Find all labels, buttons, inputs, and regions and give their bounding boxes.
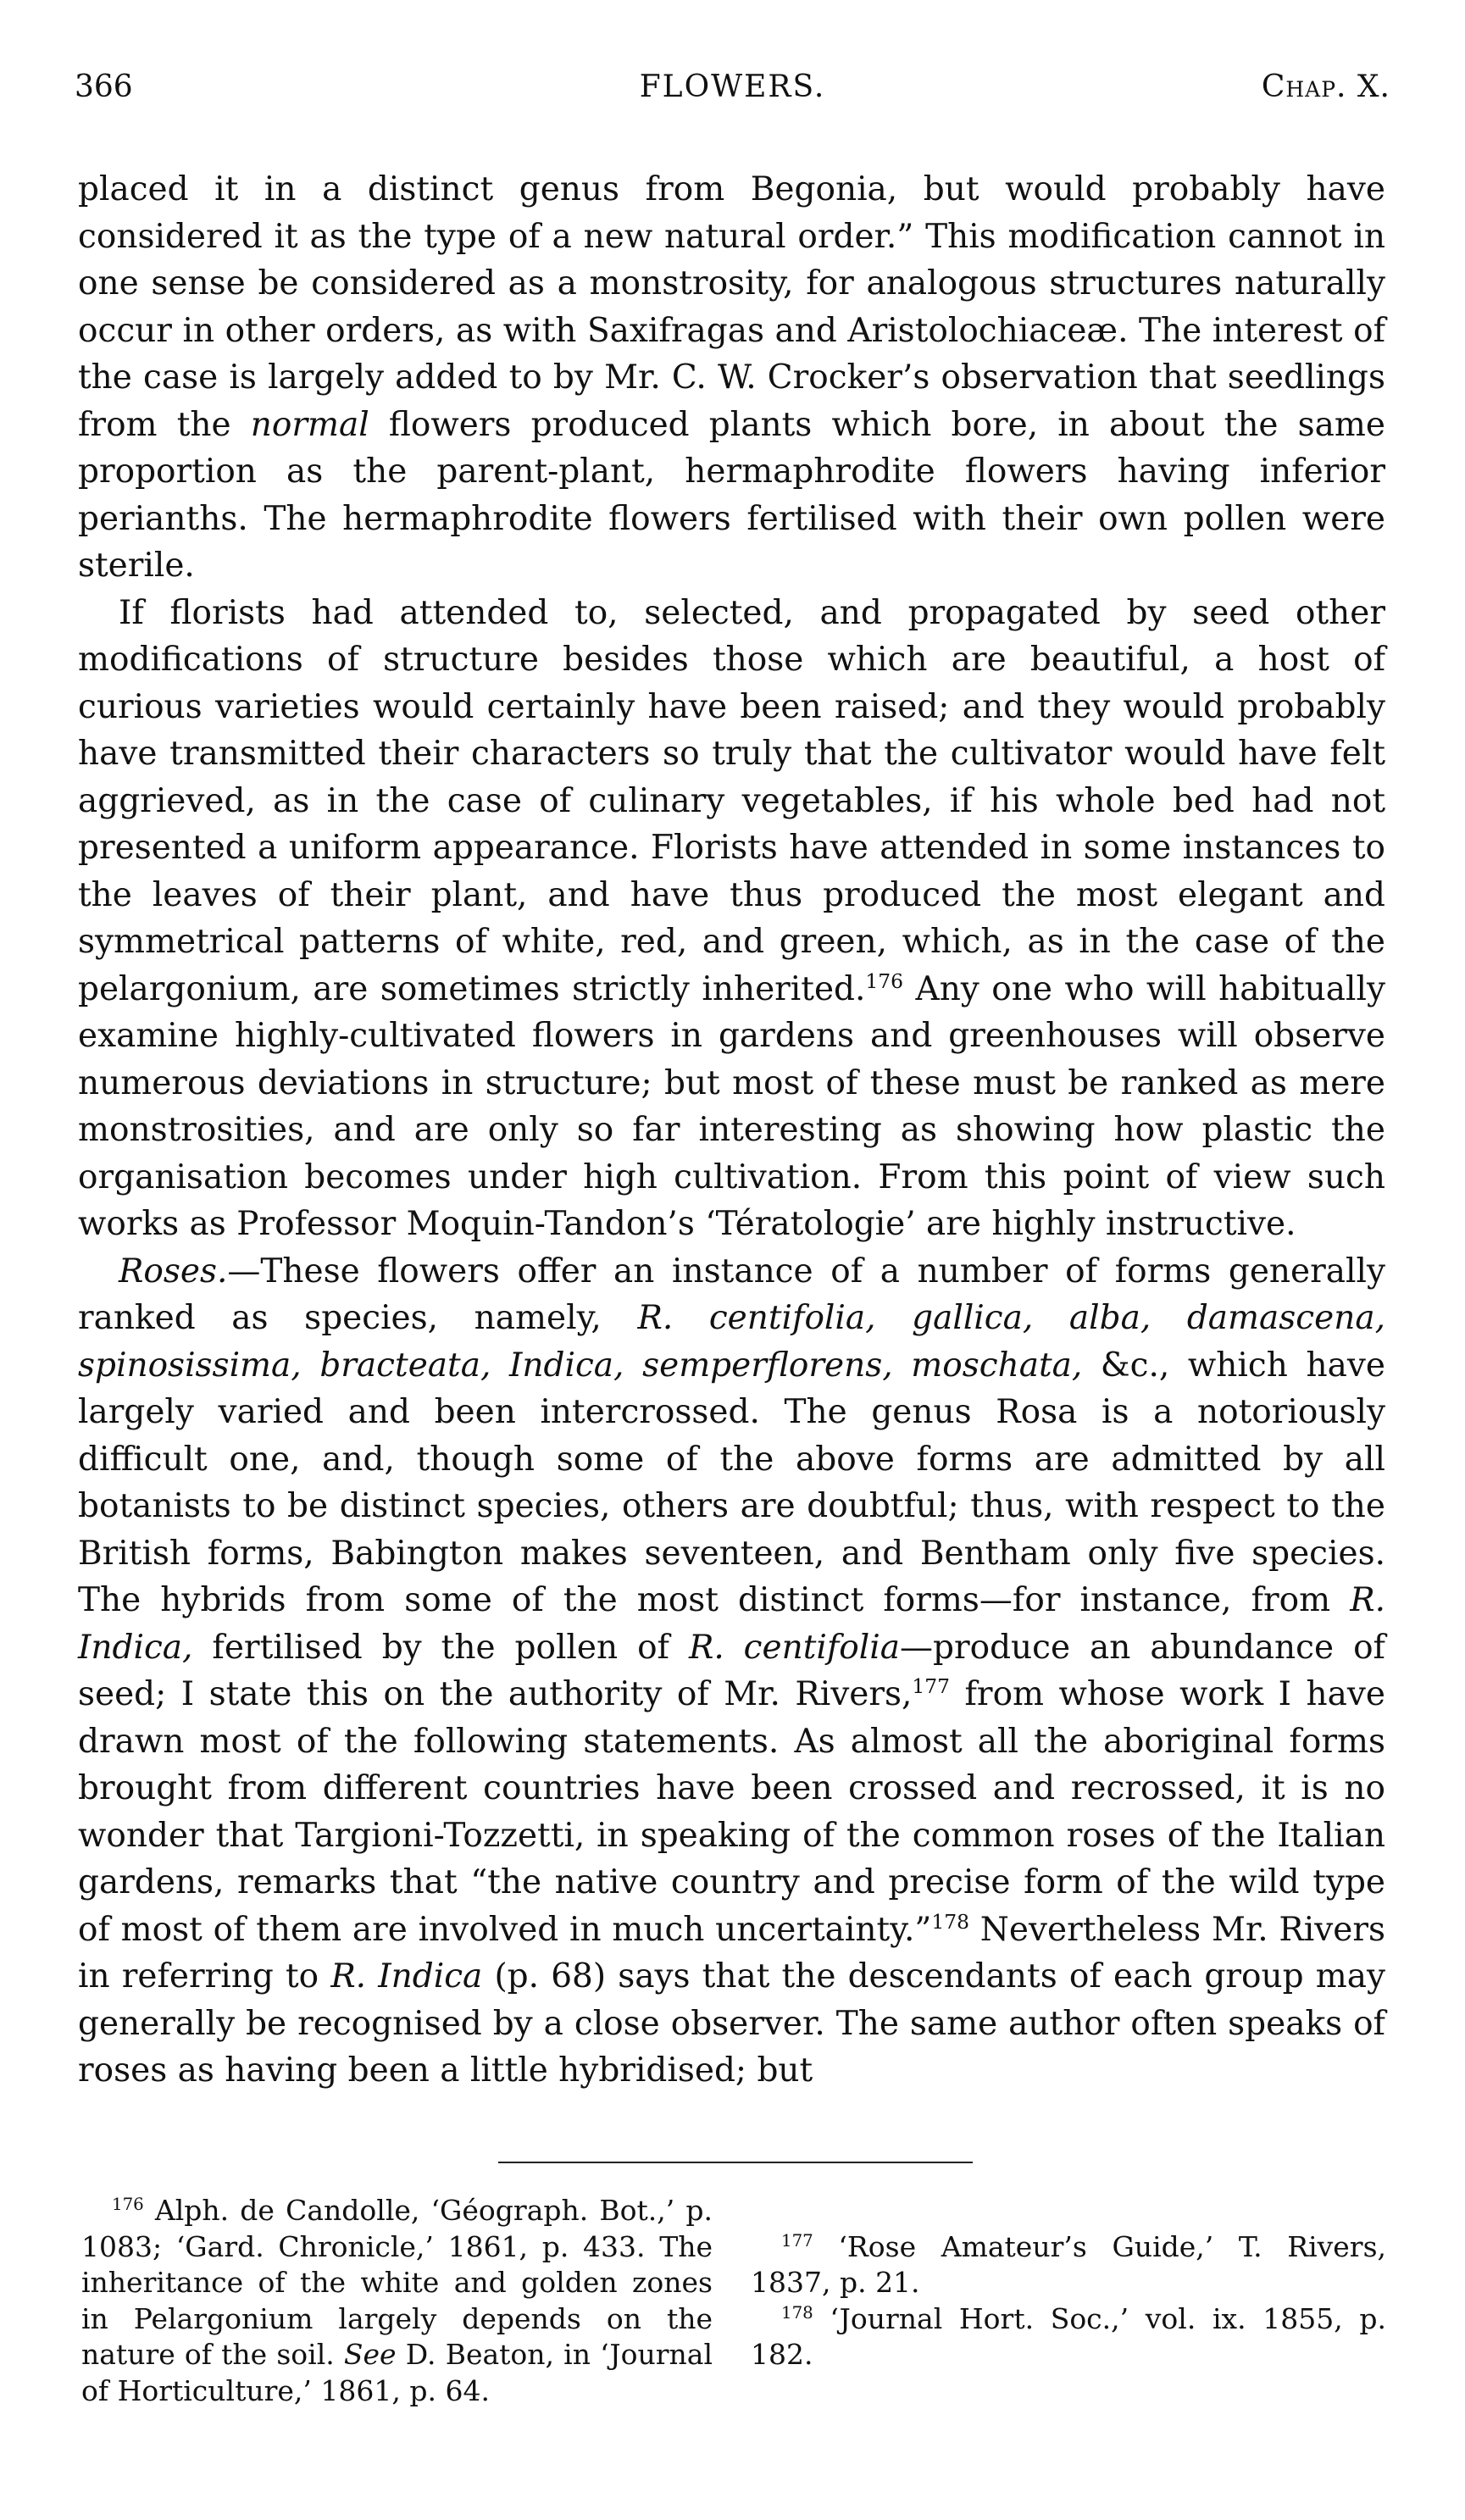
emphasis: R. centifolia, gallica, alba, damascena, spinosissima, bracteata, Indica, semperflorens, moschata, [78, 1299, 1385, 1385]
paragraph [78, 1248, 1385, 2095]
text-run: (p. 68) says that the descendants of each group may generally be recognised by a close observer. The same author often speaks of roses as having been a little hybridised; but [78, 1957, 1385, 2090]
footnotes-left-column [81, 2193, 713, 2409]
text-run: from whose work I have drawn most of the following statements. As almost all the aboriginal forms brought from different countries have been crossed and recrossed, it is no wonder that Targioni-Tozzetti, in speaking of the common roses of the Italian gardens, remarks that “the native country and precise form of the wild type of most of them are involved in much uncertainty.” [78, 1675, 1385, 1949]
text-run: —These flowers offer an instance of a number of forms generally ranked as species, namely, [78, 1252, 1385, 1337]
footnote-divider [498, 2162, 973, 2163]
footnote-number: 178 [781, 2302, 813, 2323]
emphasis: See [343, 2338, 397, 2371]
text-run: ‘Journal Hort. Soc.,’ vol. ix. 1855, p. 182. [751, 2301, 1386, 2371]
text-run: &c., which have largely varied and been intercrossed. The genus Rosa is a notoriously difficult one, and, though some of the above forms are admitted by all botanists to be distinct species, others are doubtful; thus, with respect to the British forms, Babington makes seventeen, and Bentham only five species. The hybrids from some of the most distinct forms—for instance, from [78, 1346, 1385, 1619]
text-run: Any one who will habitually examine highly-cultivated flowers in gardens and greenhouses will observe numerous deviations in structure; but most of these must be ranked as mere monstrosities, and are only so far interesting as showing how plastic the organisation becomes under high cultivation. From this point of view such works as Professor Moquin-Tandon’s ‘Tératologie’ are highly instructive. [78, 969, 1385, 1243]
footnotes-right-column [751, 2193, 1386, 2373]
text-run: D. Beaton, in ‘Journal of Horticulture,’ 1861, p. 64. [81, 2338, 713, 2407]
emphasis: R. Indica [330, 1957, 483, 1995]
text-run: Nevertheless Mr. Rivers in referring to [78, 1910, 1385, 1995]
emphasis: R. Indica, [78, 1581, 1385, 1667]
footnote [751, 2301, 1386, 2373]
footnote-ref: 177 [912, 1674, 951, 1698]
footnote-continuation-spacer [751, 2193, 1386, 2229]
footnote-number: 177 [781, 2230, 813, 2251]
section-heading: Roses. [119, 1252, 228, 1291]
footnote [81, 2193, 713, 2409]
footnote [751, 2229, 1386, 2301]
running-head [75, 69, 1390, 120]
chapter-label: Chap. X. [1261, 69, 1390, 104]
text-run: fertilised by the pollen of [192, 1628, 689, 1667]
paragraph [78, 166, 1385, 590]
footnote-ref: 176 [865, 969, 904, 993]
main-text [78, 166, 1385, 2095]
footnote-number: 176 [112, 2195, 144, 2214]
emphasis: R. centifolia [688, 1628, 900, 1667]
text-run: Alph. de Candolle, ‘Géograph. Bot.,’ p. 1083; ‘Gard. Chronicle,’ 1861, p. 433. The inheritance of the white and golden zones in Pelargonium largely depends on the nature of the soil. [81, 2194, 713, 2371]
page-number: 366 [75, 69, 133, 104]
footnote-ref: 178 [931, 1909, 970, 1934]
text-run: flowers produced plants which bore, in about the same proportion as the parent-plant, hermaphrodite flowers having inferior perianths. The hermaphrodite flowers fertilised with their own pollen were sterile. [78, 405, 1385, 585]
text-run: placed it in a distinct genus from Begonia, but would probably have considered it as the type of a new natural order.” This modification cannot in one sense be considered as a monstrosity, for analogous structures naturally occur in other orders, as with Saxifragas and Aristolochiaceæ. The interest of the case is largely added to by Mr. C. W. Crocker’s observation that seedlings from the [78, 170, 1385, 444]
paragraph [78, 590, 1385, 1248]
emphasis: normal [250, 405, 369, 444]
text-run: ‘Rose Amateur’s Guide,’ T. Rivers, 1837, p. 21. [751, 2229, 1386, 2299]
text-run: If florists had attended to, selected, and propagated by seed other modifications of structure besides those which are beautiful, a host of curious varieties would certainly have been raised; and they would probably have transmitted their characters so truly that the cultivator would have felt aggrieved, as in the case of culinary vegetables, if his whole bed had not presented a uniform appearance. Florists have attended in some instances to the leaves of their plant, and have thus produced the most elegant and symmetrical patterns of white, red, and green, which, as in the case of the pelargonium, are sometimes strictly inherited. [78, 593, 1385, 1008]
text-run: —produce an abundance of seed; I state this on the authority of Mr. Rivers, [78, 1628, 1385, 1713]
running-title: FLOWERS. [639, 69, 826, 104]
